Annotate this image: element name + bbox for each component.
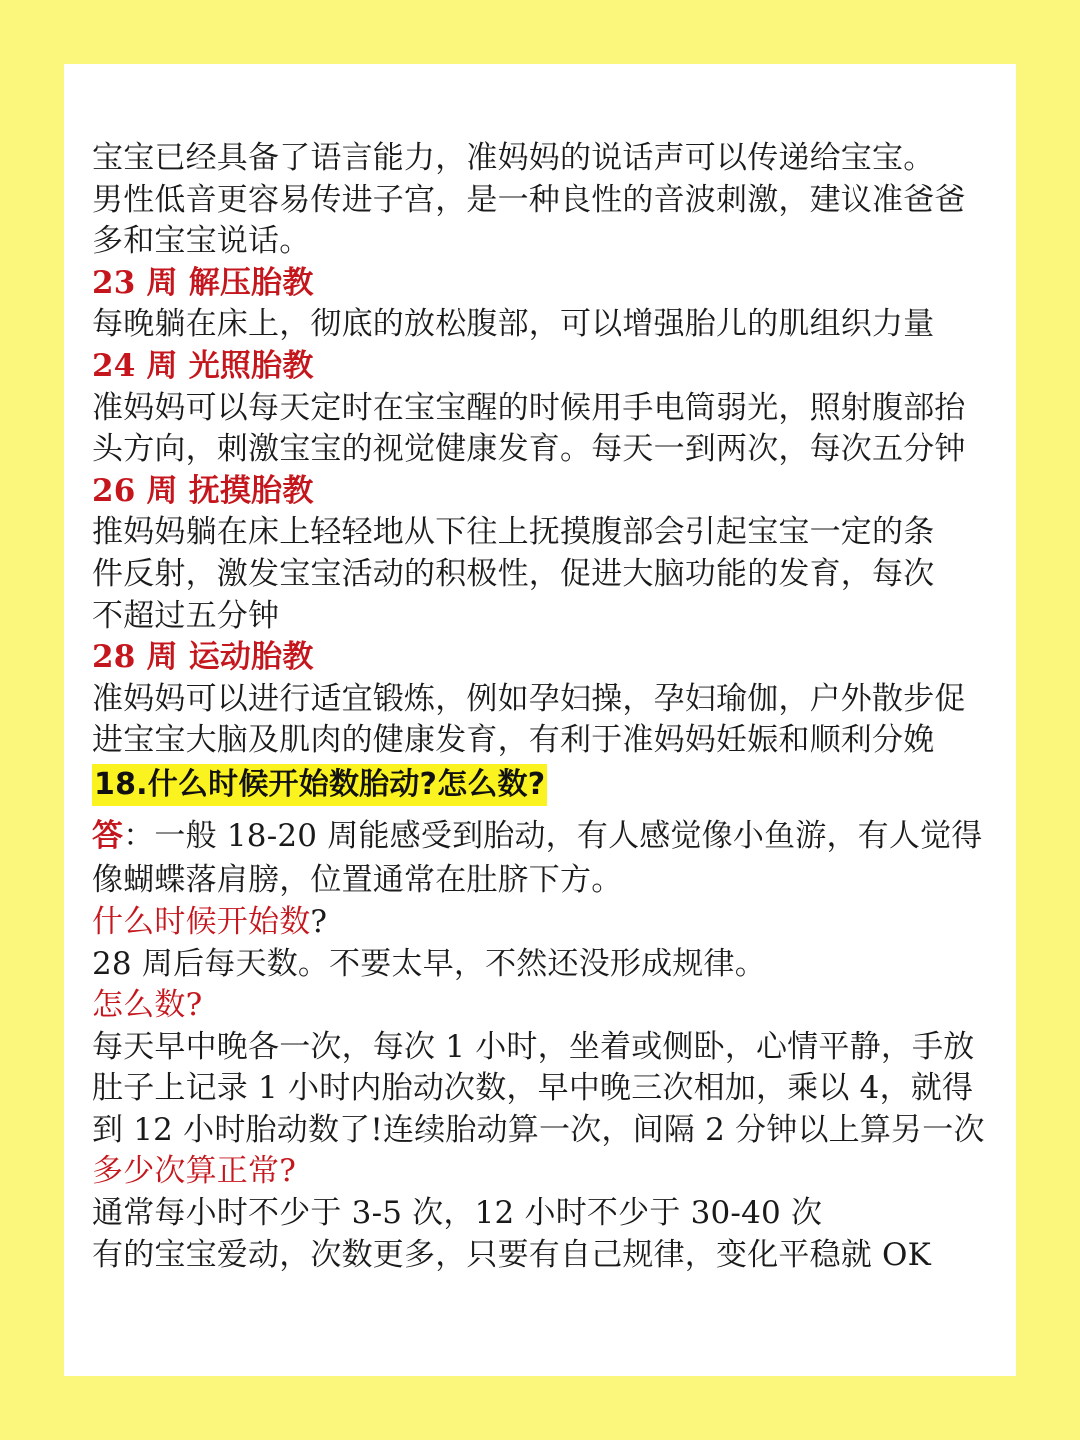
- subsection-heading-text: 什么时候开始数: [92, 903, 311, 940]
- intro-line: 多和宝宝说话。: [92, 223, 311, 260]
- question-row: [92, 764, 996, 806]
- article-body: [92, 138, 996, 1276]
- subsection-text: 到 12 小时胎动数了!连续胎动算一次，间隔 2 分钟以上算另一次: [92, 1111, 985, 1148]
- section-text: 每晚躺在床上，彻底的放松腹部，可以增强胎儿的肌组织力量: [92, 306, 935, 343]
- answer-text: 一般 18-20 周能感受到胎动，有人感觉像小鱼游，有人觉得: [154, 817, 983, 854]
- intro-line: 男性低音更容易传进子宫，是一种良性的音波刺激，建议准爸爸: [92, 181, 966, 218]
- section-heading-week-28: 28 周 运动胎教: [92, 639, 314, 676]
- subsection-text: 有的宝宝爱动，次数更多，只要有自己规律，变化平稳就 OK: [92, 1236, 932, 1273]
- subsection-heading-when: [92, 902, 996, 944]
- subsection-heading-normal: 多少次算正常?: [92, 1153, 297, 1190]
- section-text: 头方向，刺激宝宝的视觉健康发育。每天一到两次，每次五分钟: [92, 431, 966, 468]
- answer-label: 答: [92, 817, 124, 854]
- content-card: [64, 64, 1016, 1376]
- answer-line: 像蝴蝶落肩膀，位置通常在肚脐下方。: [92, 861, 623, 898]
- section-text: 准妈妈可以进行适宜锻炼，例如孕妇操，孕妇瑜伽，户外散步促: [92, 680, 966, 717]
- subsection-text: 28 周后每天数。不要太早，不然还没形成规律。: [92, 945, 766, 982]
- section-heading-week-26: 26 周 抚摸胎教: [92, 472, 314, 509]
- subsection-text: 肚子上记录 1 小时内胎动次数，早中晚三次相加，乘以 4，就得: [92, 1070, 974, 1107]
- section-text: 件反射，激发宝宝活动的积极性，促进大脑功能的发育，每次: [92, 555, 935, 592]
- section-heading-week-23: 23 周 解压胎教: [92, 264, 314, 301]
- section-text: 进宝宝大脑及肌肉的健康发育，有利于准妈妈妊娠和顺利分娩: [92, 722, 935, 759]
- section-text: 不超过五分钟: [92, 597, 280, 634]
- question-mark: ?: [310, 903, 328, 940]
- answer-colon: ：: [123, 817, 155, 854]
- section-text: 准妈妈可以每天定时在宝宝醒的时候用手电筒弱光，照射腹部抬: [92, 389, 966, 426]
- subsection-heading-how: 怎么数?: [92, 987, 203, 1024]
- intro-line: 宝宝已经具备了语言能力，准妈妈的说话声可以传递给宝宝。: [92, 140, 935, 176]
- question-highlight: 18.什么时候开始数胎动?怎么数?: [92, 764, 547, 806]
- section-text: 推妈妈躺在床上轻轻地从下往上抚摸腹部会引起宝宝一定的条: [92, 514, 935, 551]
- subsection-text: 每天早中晚各一次，每次 1 小时，坐着或侧卧，心情平静，手放: [92, 1028, 975, 1065]
- subsection-text: 通常每小时不少于 3-5 次，12 小时不少于 30-40 次: [92, 1195, 823, 1232]
- section-heading-week-24: 24 周 光照胎教: [92, 347, 314, 384]
- answer-line: [92, 814, 996, 858]
